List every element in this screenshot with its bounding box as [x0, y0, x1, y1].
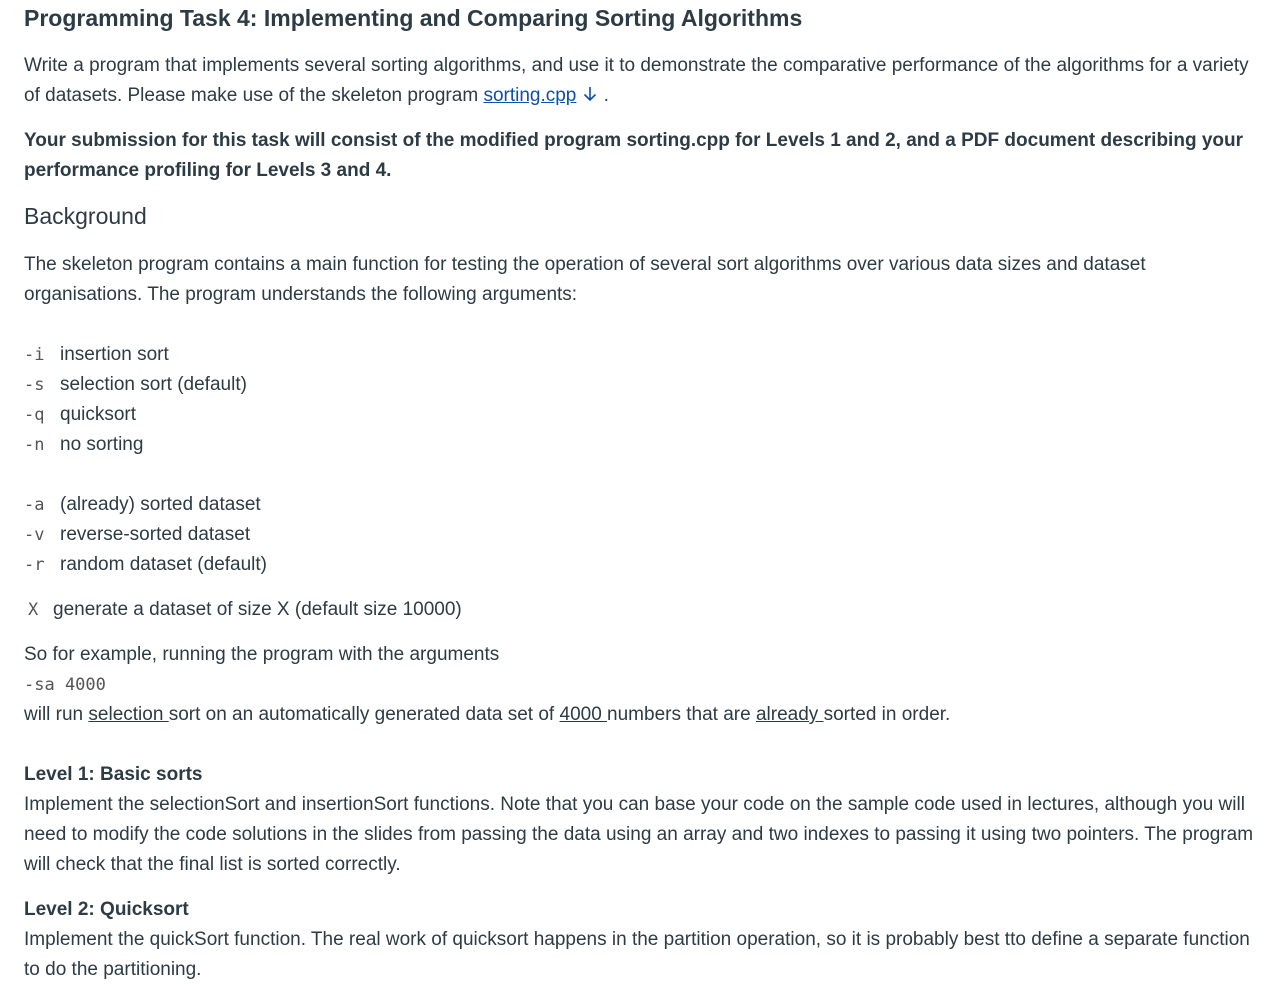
arg-item [28, 595, 462, 625]
arg-item [24, 430, 247, 460]
intro-end: . [598, 85, 609, 106]
example-intro: So for example, running the program with the arguments [24, 644, 500, 665]
arg-flag: X [28, 600, 39, 620]
level2-heading: Level 2: Quicksort [24, 899, 189, 920]
page-title: Programming Task 4: Implementing and Comparing Sorting Algorithms [24, 5, 803, 31]
arg-flag: -v [24, 525, 45, 545]
size-arg [28, 595, 462, 625]
example-text: sort on an automatically generated data set of [168, 704, 560, 725]
arg-desc: insertion sort [60, 344, 169, 365]
arg-item [24, 520, 267, 550]
level1-heading: Level 1: Basic sorts [24, 764, 203, 785]
level2-text: Implement the quickSort function. The real work of quicksort happens in the partition operation, so it is probably best tto define a separate function to do the partitioning. [24, 929, 1250, 980]
arg-desc: (already) sorted dataset [60, 494, 261, 515]
arg-flag: -s [24, 375, 45, 395]
download-icon[interactable] [582, 84, 598, 114]
underlined-selection: selection [88, 704, 169, 725]
example-text: sorted in order. [823, 704, 951, 725]
arg-desc: quicksort [60, 404, 137, 425]
background-heading: Background [24, 203, 147, 229]
level1-text: Implement the selectionSort and insertionSort functions. Note that you can base your code on the sample code used in lectures, although you will need to modify the code solutions in the slides from passing the data using an array and two indexes to passing it using two pointers. The program will check that the final list is sorted correctly. [24, 794, 1254, 875]
arg-desc: generate a dataset of size X (default size 10000) [53, 599, 462, 620]
arg-item [24, 490, 267, 520]
sort-args-list [24, 340, 247, 460]
underlined-4000: 4000 [559, 704, 608, 725]
example-text: numbers that are [607, 704, 756, 725]
arg-desc: random dataset (default) [60, 554, 268, 575]
data-args-list [24, 490, 267, 580]
underlined-already: already [755, 704, 824, 725]
arg-desc: no sorting [60, 434, 144, 455]
example-text: will run [24, 704, 89, 725]
arg-flag: -n [24, 435, 45, 455]
arg-item [24, 340, 247, 370]
arg-item [24, 400, 247, 430]
arg-item [24, 370, 247, 400]
example-explanation [24, 700, 1264, 730]
level2-section [24, 895, 1264, 985]
submission-paragraph: Your submission for this task will consist of the modified program sorting.cpp for Levels 1 and 2, and a PDF document describing your performance profiling for Levels 3 and 4. [24, 130, 1243, 181]
example-code [24, 670, 1264, 700]
intro-text: Write a program that implements several sorting algorithms, and use it to demonstrate the comparative performance of the algorithms for a variety of datasets. Please make use of the skeleton program [24, 55, 1249, 106]
intro-paragraph [24, 51, 1264, 114]
arg-flag: -r [24, 555, 45, 575]
example-code-text: -sa 4000 [24, 675, 106, 695]
arg-flag: -q [24, 405, 45, 425]
sorting-cpp-link[interactable]: sorting.cpp [483, 85, 577, 106]
skeleton-paragraph: The skeleton program contains a main function for testing the operation of several sort algorithms over various data sizes and dataset organisations. The program understands the following arguments: [24, 254, 1146, 305]
arg-flag: -a [24, 495, 45, 515]
arg-desc: reverse-sorted dataset [60, 524, 251, 545]
level1-section [24, 760, 1264, 880]
arg-item [24, 550, 267, 580]
arg-desc: selection sort (default) [60, 374, 247, 395]
arg-flag: -i [24, 345, 45, 365]
